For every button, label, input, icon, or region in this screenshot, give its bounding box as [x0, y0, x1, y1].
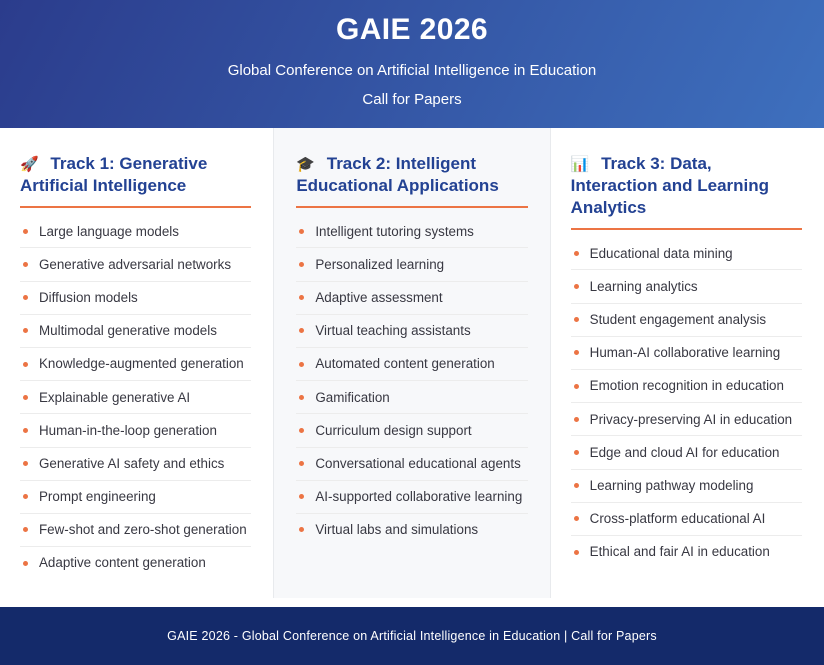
- topic-label: Emotion recognition in education: [589, 378, 784, 394]
- bullet-icon: [23, 295, 28, 300]
- topic-label: Edge and cloud AI for education: [589, 444, 780, 460]
- bullet-icon: [23, 494, 28, 499]
- topic-item: [571, 237, 802, 270]
- topic-item: [296, 282, 527, 315]
- topic-label: Diffusion models: [39, 289, 138, 305]
- bar-chart-icon: 📊: [570, 155, 590, 173]
- graduation-cap-icon: 🎓: [296, 155, 316, 173]
- topic-item: [571, 470, 802, 503]
- page-header: [0, 0, 824, 128]
- topic-item: [571, 536, 802, 568]
- bullet-icon: [299, 229, 304, 234]
- topic-label: Adaptive content generation: [39, 555, 206, 571]
- topic-label: Generative AI safety and ethics: [39, 455, 225, 471]
- topic-item: [571, 403, 802, 436]
- track-1-title-label: Track 1: Generative Artificial Intelligence: [20, 154, 208, 196]
- track-column-2: [273, 128, 550, 598]
- topic-label: Virtual teaching assistants: [315, 323, 471, 339]
- topic-label: Human-AI collaborative learning: [589, 345, 781, 361]
- bullet-icon: [23, 428, 28, 433]
- topic-label: Conversational educational agents: [315, 455, 521, 471]
- bullet-icon: [574, 384, 579, 389]
- topic-label: Multimodal generative models: [39, 323, 217, 339]
- topic-item: [296, 514, 527, 546]
- topic-label: Privacy-preserving AI in education: [589, 411, 793, 427]
- track-2-title-label: Track 2: Intelligent Educational Applications: [296, 154, 499, 196]
- bullet-icon: [299, 295, 304, 300]
- topic-label: Curriculum design support: [315, 422, 472, 438]
- bullet-icon: [299, 428, 304, 433]
- topic-label: Learning analytics: [589, 278, 698, 294]
- topic-label: AI-supported collaborative learning: [315, 489, 523, 505]
- bullet-icon: [299, 461, 304, 466]
- topic-item: [20, 514, 251, 547]
- topic-label: Knowledge-augmented generation: [39, 356, 244, 372]
- content-footer-gap: [0, 598, 824, 607]
- topic-label: Automated content generation: [315, 356, 495, 372]
- track-2-topics-list: [296, 215, 527, 546]
- bullet-icon: [574, 251, 579, 256]
- topic-item: [20, 381, 251, 414]
- topic-label: Educational data mining: [589, 245, 733, 261]
- bullet-icon: [23, 229, 28, 234]
- topic-label: Personalized learning: [315, 256, 445, 272]
- topic-item: [571, 503, 802, 536]
- topic-item: [571, 370, 802, 403]
- bullet-icon: [299, 328, 304, 333]
- bullet-icon: [23, 527, 28, 532]
- topic-item: [20, 348, 251, 381]
- bullet-icon: [574, 317, 579, 322]
- bullet-icon: [299, 494, 304, 499]
- footer-text: GAIE 2026 - Global Conference on Artificial Intelligence in Education | Call for Papers: [167, 629, 657, 643]
- bullet-icon: [23, 328, 28, 333]
- topic-item: [20, 282, 251, 315]
- topic-item: [296, 414, 527, 447]
- track-2-title: [296, 153, 527, 208]
- bullet-icon: [299, 527, 304, 532]
- bullet-icon: [23, 395, 28, 400]
- topic-label: Intelligent tutoring systems: [315, 223, 474, 239]
- track-1-topics-list: [20, 215, 251, 579]
- topic-item: [571, 304, 802, 337]
- topic-item: [20, 414, 251, 447]
- topic-item: [571, 337, 802, 370]
- topic-label: Cross-platform educational AI: [589, 511, 766, 527]
- topic-item: [20, 215, 251, 248]
- conference-title: GAIE 2026: [335, 13, 489, 46]
- topic-item: [296, 348, 527, 381]
- topic-label: Gamification: [315, 389, 390, 405]
- page-footer: [0, 607, 824, 665]
- topic-label: Ethical and fair AI in education: [589, 544, 770, 560]
- topic-item: [20, 315, 251, 348]
- bullet-icon: [299, 262, 304, 267]
- topic-label: Virtual labs and simulations: [315, 522, 479, 538]
- call-for-papers-tagline: Call for Papers: [362, 91, 462, 108]
- topic-label: Learning pathway modeling: [589, 477, 754, 493]
- topic-item: [296, 481, 527, 514]
- bullet-icon: [574, 550, 579, 555]
- bullet-icon: [23, 461, 28, 466]
- bullet-icon: [299, 362, 304, 367]
- topic-item: [20, 481, 251, 514]
- topic-item: [571, 436, 802, 469]
- track-column-1: [0, 128, 273, 598]
- bullet-icon: [23, 262, 28, 267]
- topic-item: [20, 448, 251, 481]
- topic-label: Generative adversarial networks: [39, 256, 232, 272]
- topic-label: Prompt engineering: [39, 489, 156, 505]
- track-3-title: [571, 153, 802, 230]
- topic-label: Explainable generative AI: [39, 389, 191, 405]
- topic-item: [296, 248, 527, 281]
- topic-item: [296, 215, 527, 248]
- topic-item: [296, 381, 527, 414]
- topic-item: [571, 270, 802, 303]
- bullet-icon: [23, 561, 28, 566]
- bullet-icon: [574, 516, 579, 521]
- rocket-icon: 🚀: [20, 155, 39, 173]
- topic-label: Student engagement analysis: [589, 312, 767, 328]
- bullet-icon: [574, 450, 579, 455]
- topic-label: Few-shot and zero-shot generation: [39, 522, 247, 538]
- topic-item: [20, 547, 251, 579]
- track-3-topics-list: [571, 237, 802, 568]
- topic-item: [20, 248, 251, 281]
- topic-label: Adaptive assessment: [315, 289, 443, 305]
- topic-label: Large language models: [39, 223, 179, 239]
- topic-label: Human-in-the-loop generation: [39, 422, 217, 438]
- bullet-icon: [574, 417, 579, 422]
- bullet-icon: [299, 395, 304, 400]
- topic-item: [296, 315, 527, 348]
- bullet-icon: [574, 483, 579, 488]
- bullet-icon: [23, 362, 28, 367]
- tracks-container: [0, 128, 824, 598]
- track-1-title: [20, 153, 251, 208]
- track-column-3: [551, 128, 824, 598]
- bullet-icon: [574, 284, 579, 289]
- bullet-icon: [574, 350, 579, 355]
- topic-item: [296, 448, 527, 481]
- track-3-title-label: Track 3: Data, Interaction and Learning Analytics: [570, 154, 770, 218]
- conference-subtitle: Global Conference on Artificial Intelligence in Education: [227, 62, 597, 79]
